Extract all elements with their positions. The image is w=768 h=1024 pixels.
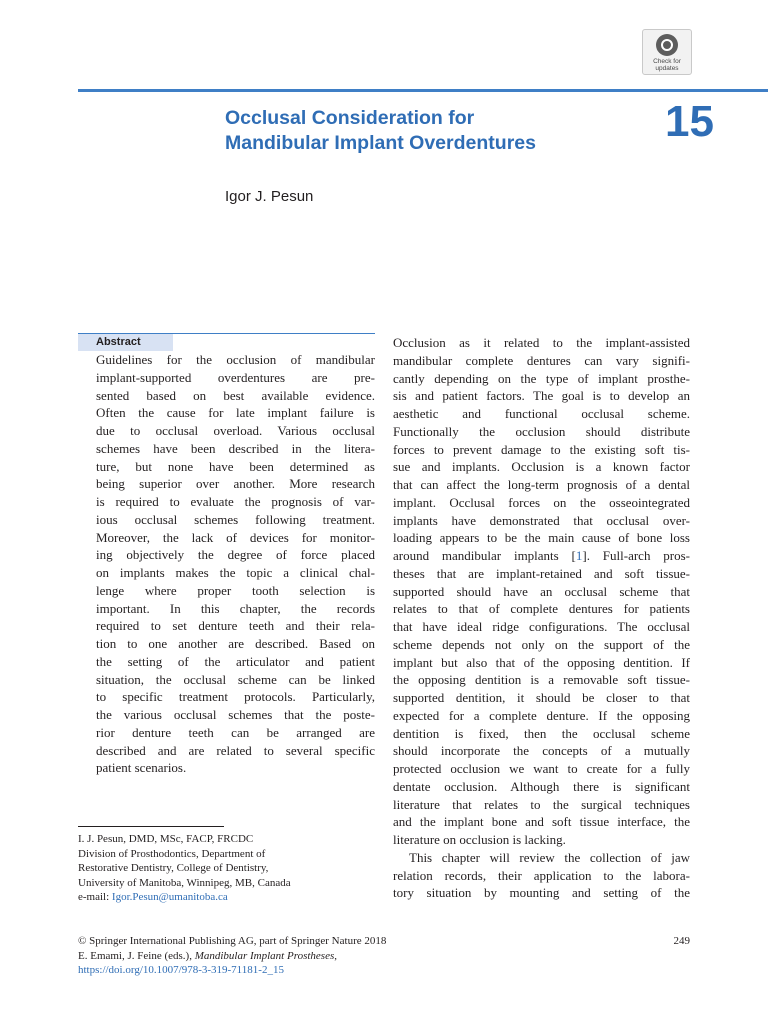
author-affiliation: I. J. Pesun, DMD, MSc, FACP, FRCDC Division of Prosthodontics, Department of Restorative Dentistry, College of Dentistry, University of Manitoba, Winnipeg, MB, Canada e-mail: Igor.Pesun@umanitoba.ca [78,833,291,903]
text-line: being superior over another. More research [96,476,375,492]
text-line: schemes have been described in the litera- [96,440,375,456]
text-line: literature that relates to the surgical techniques [393,796,690,812]
text-line: important. In this chapter, the records [96,600,375,616]
chapter-number: 15 [665,97,714,146]
text-line: that can affect the long-term prognosis of a dental [393,477,690,492]
text-line: Functionally the occlusion should distribute [393,423,690,439]
text-line: ture, but none have been determined as [96,458,375,474]
text-line: implant-supported overdentures are pre- [96,369,375,385]
copyright: © Springer International Publishing AG, part of Springer Nature 2018 [78,935,387,947]
text-line: Often the cause for late implant failure is [96,405,375,421]
text-line: patient scenarios. [96,760,187,776]
text-line: Moreover, the lack of devices for monitor- [96,529,375,545]
text-line: implant. Occlusal forces on the osseointegrated [393,494,690,510]
text-line: forces to prevent damage to the existing soft tis- [393,441,690,457]
text-line: Guidelines for the occlusion of mandibular [96,352,375,367]
text-line: and the implant bone and soft tissue interface, the [393,814,690,830]
text-line: rior denture teeth can be arranged are [96,724,375,740]
text-line: on implants makes the topic a clinical chal- [96,565,375,580]
text-line: aesthetic and functional occlusal scheme. [393,406,690,421]
text-line: dentate occlusion. Although there is significant [393,778,690,794]
text-line: the setting of the articulator and patient [96,653,375,669]
doi-link[interactable]: https://doi.org/10.1007/978-3-319-71181-2_15 [78,964,284,976]
text-line: cantly depending on the type of implant prosthe- [393,370,690,386]
text-line: relation records, their application to the labora- [393,867,690,883]
text-line: due to occlusal overload. Various occlusal [96,423,375,438]
text-line: relates to that of complete dentures for patients [393,601,690,617]
text-line: loading appears to be the main cause of bone loss [393,530,690,546]
text-line: sented based on best available evidence. [96,387,375,403]
email-link[interactable]: Igor.Pesun@umanitoba.ca [111,891,228,903]
text-line: sis and patient factors. The goal is to develop an [393,388,690,404]
crossmark-icon [656,34,678,56]
abstract-text [96,351,375,777]
text-line: scheme depends not only on the support of the [393,636,690,652]
text-line: ing objectively the degree of force placed [96,547,375,563]
text-line: tory situation by mounting and setting of the [393,885,690,901]
book-citation: E. Emami, J. Feine (eds.), Mandibular Implant Prostheses, [78,949,337,962]
text-line: described and are related to several specific [96,742,375,758]
text-line: This chapter will review the collection of jaw [409,849,690,865]
text-line: theses that are implant-retained and soft tissue- [393,565,690,581]
text-line: tion to one another are described. Based on [96,636,375,651]
badge-text: Check for updates [653,58,681,72]
text-line: supported should have an occlusal scheme that [393,583,690,599]
text-line: implants have demonstrated that occlusal over- [393,512,690,528]
text-line: around mandibular implants [1]. Full-arch pros- [393,548,690,563]
text-line: that have ideal ridge configurations. The occlusal [393,619,690,634]
text-line: situation, the occlusal scheme can be linked [96,671,375,687]
abstract-label: Abstract [78,334,173,351]
text-line: expected for a complete denture. If the opposing [393,707,690,723]
text-line: ious occlusal schemes following treatment. [96,511,375,527]
text-line: sue and implants. Occlusion is a known factor [393,459,690,475]
author-name: Igor J. Pesun [225,188,314,205]
chapter-title: Occlusal Consideration for Mandibular Implant Overdentures [225,107,536,154]
header-rule [78,89,768,92]
text-line: protected occlusion we want to create for a fully [393,761,690,776]
text-line: the various occlusal schemes that the poste- [96,707,375,722]
footnote-rule [78,826,224,827]
text-line: literature on occlusion is lacking. [393,832,566,847]
text-line: supported dentition, it should be closer to that [393,690,690,705]
body-text [393,334,690,902]
text-line: dentition is fixed, then the occlusal scheme [393,725,690,741]
text-line: required to set denture teeth and their rela- [96,618,375,634]
text-line: lenge where proper tooth selection is [96,582,375,598]
text-line: is required to evaluate the prognosis of var- [96,494,375,509]
text-line: mandibular complete dentures can vary signifi- [393,352,690,368]
text-line: to specific treatment protocols. Particularly, [96,689,375,705]
text-line: should incorporate the concepts of a mutually [393,743,690,759]
page-number: 249 [673,935,690,947]
text-line: Occlusion as it related to the implant-assisted [393,335,690,350]
text-line: the opposing dentition is a removable soft tissue- [393,672,690,688]
footer [78,934,498,978]
text-line: implant but also that of the opposing dentition. If [393,654,690,670]
check-for-updates-badge[interactable] [642,29,692,75]
citation-link[interactable]: 1 [575,548,583,563]
